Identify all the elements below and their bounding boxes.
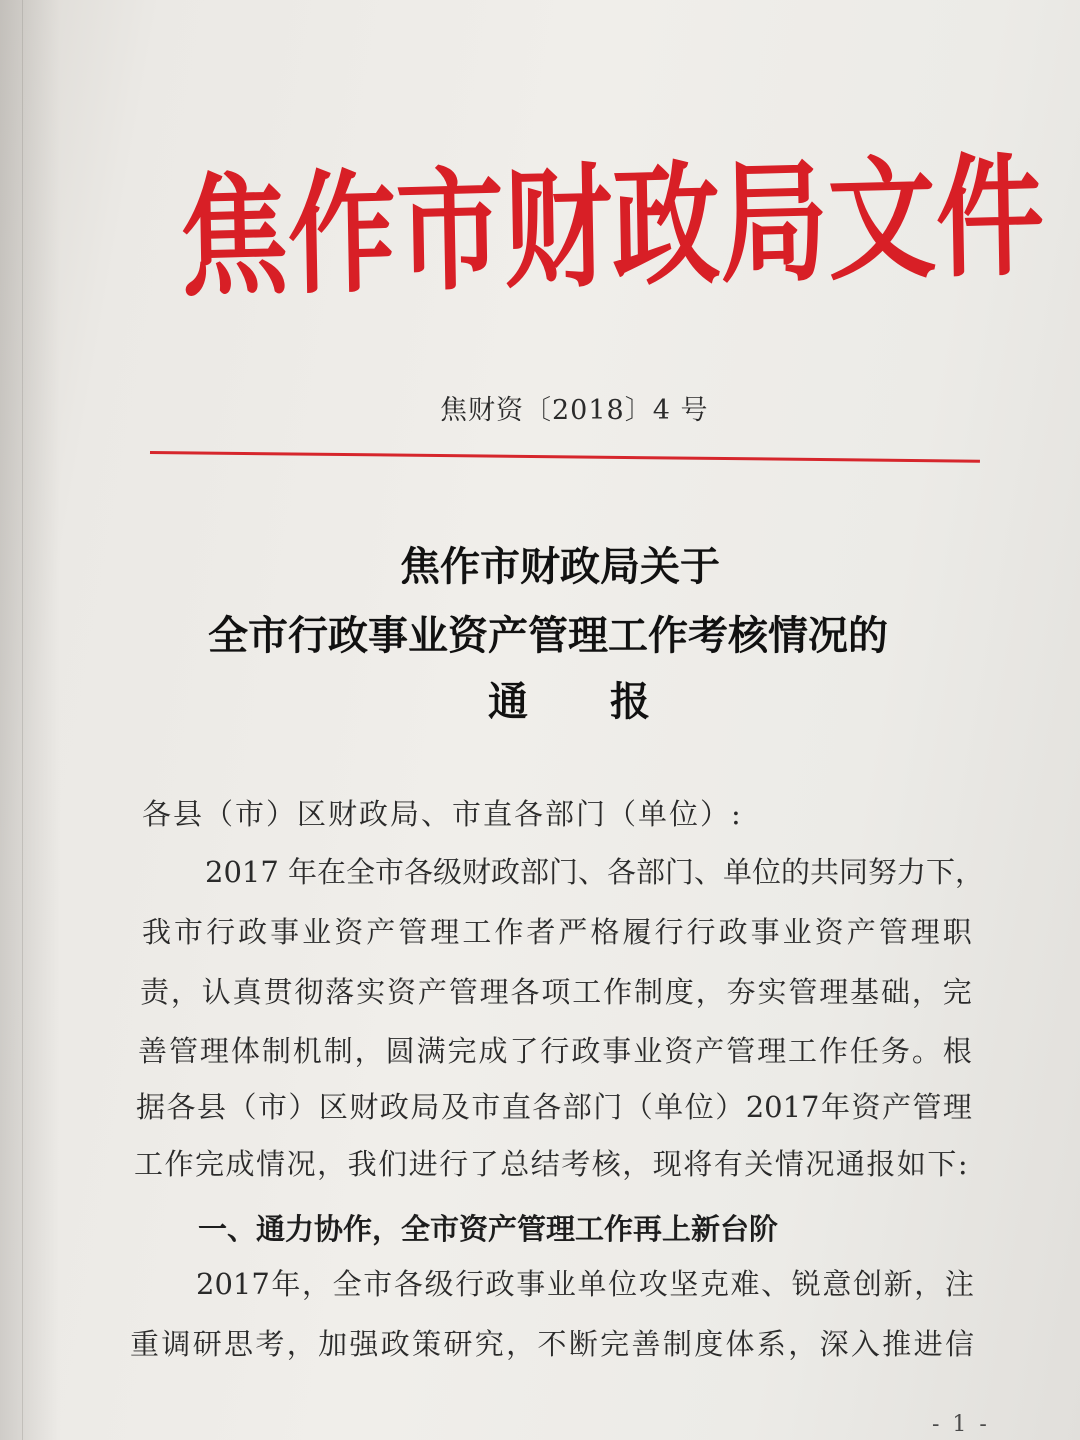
body-line	[136, 1090, 972, 1124]
body-glyph: 区	[318, 1090, 348, 1124]
body-glyph: ，	[506, 1327, 536, 1361]
body-glyph: 克	[699, 1267, 729, 1301]
body-glyph: 局	[410, 1090, 440, 1124]
body-glyph: 考	[255, 1327, 285, 1361]
body-glyph: 、	[761, 1267, 791, 1301]
header-character: 政	[610, 149, 722, 305]
body-glyph: 各	[166, 1090, 196, 1124]
body-glyph: ，	[302, 1267, 332, 1301]
body-glyph: 单	[654, 1090, 684, 1124]
body-glyph: 善	[138, 1034, 168, 1068]
header-character: 财	[502, 152, 614, 308]
body-glyph: 创	[852, 1267, 882, 1301]
body-glyph: 政	[571, 1034, 601, 1068]
body-glyph: 推	[882, 1327, 912, 1361]
body-line	[142, 915, 972, 949]
body-glyph: 理	[819, 975, 849, 1009]
body-glyph: 认	[201, 975, 231, 1009]
body-glyph: 政	[718, 915, 748, 949]
body-glyph: 务	[880, 1034, 910, 1068]
body-glyph: 管	[912, 1090, 942, 1124]
body-glyph: 了	[469, 1147, 499, 1181]
body-glyph: ，	[170, 975, 200, 1009]
body-glyph: 理	[942, 1090, 972, 1124]
body-glyph: 究	[474, 1327, 504, 1361]
body-glyph: 行	[206, 915, 236, 949]
body-glyph: 项	[541, 975, 571, 1009]
body-line	[134, 1147, 968, 1181]
body-glyph: 行	[540, 1034, 570, 1068]
body-glyph: 部	[562, 1090, 592, 1124]
body-glyph: 制	[634, 975, 664, 1009]
body-glyph: ，	[914, 1267, 944, 1301]
body-glyph: 门	[593, 1090, 623, 1124]
body-glyph: 政	[379, 1090, 409, 1124]
body-glyph: 完	[447, 1034, 477, 1068]
body-glyph: 度	[694, 1327, 724, 1361]
body-glyph: 财	[349, 1090, 379, 1124]
body-glyph: 行	[686, 915, 716, 949]
body-glyph: 格	[590, 915, 620, 949]
body-glyph: 总	[500, 1147, 530, 1181]
body-glyph: 政	[238, 915, 268, 949]
body-glyph: 政	[380, 1327, 410, 1361]
body-glyph: 不	[537, 1327, 567, 1361]
body-glyph: 责	[140, 975, 170, 1009]
body-glyph: 2017	[745, 1090, 820, 1124]
body-glyph: ，	[788, 1327, 818, 1361]
body-glyph: 情	[774, 1147, 804, 1181]
body-glyph: ，	[695, 975, 725, 1009]
salutation: 各县（市）区财政局、市直各部门（单位）:	[142, 797, 743, 831]
body-glyph: 锐	[791, 1267, 821, 1301]
body-glyph: 行	[455, 1267, 485, 1301]
body-glyph: 思	[224, 1327, 254, 1361]
body-glyph: ）	[288, 1090, 318, 1124]
body-glyph: 各	[510, 975, 540, 1009]
header-character: 文	[826, 143, 938, 300]
body-glyph: 入	[850, 1327, 880, 1361]
body-glyph: 情	[256, 1147, 286, 1181]
body-glyph: 我	[347, 1147, 377, 1181]
body-glyph: 作	[164, 1147, 194, 1181]
header-character: 局	[718, 146, 830, 302]
body-glyph: 强	[349, 1327, 379, 1361]
body-glyph: 位	[684, 1090, 714, 1124]
body-glyph: 事	[602, 1034, 632, 1068]
body-glyph: 深	[819, 1327, 849, 1361]
body-line: 2017 年在全市各级财政部门、各部门、单位的共同努力下，	[205, 855, 985, 889]
body-glyph: 贯	[263, 975, 293, 1009]
body-glyph: 作	[818, 1034, 848, 1068]
body-glyph: 况	[286, 1147, 316, 1181]
document-number: 焦财资〔2018〕4 号	[440, 395, 709, 426]
body-glyph: 况	[805, 1147, 835, 1181]
body-glyph: 研	[443, 1327, 473, 1361]
notice-title-line-1: 焦作市财政局关于	[400, 543, 720, 590]
body-glyph: 理	[430, 915, 460, 949]
body-glyph: 管	[398, 915, 428, 949]
body-glyph: 及	[440, 1090, 470, 1124]
body-glyph: 政	[485, 1267, 515, 1301]
body-glyph: 们	[378, 1147, 408, 1181]
body-glyph: 断	[568, 1327, 598, 1361]
body-glyph: 根	[942, 1034, 972, 1068]
body-glyph: 关	[744, 1147, 774, 1181]
body-glyph: ，	[911, 975, 941, 1009]
notice-title-line-3: 通报	[488, 678, 732, 725]
body-glyph: 基	[850, 975, 880, 1009]
body-glyph: ，	[622, 1147, 652, 1181]
body-glyph: 直	[501, 1090, 531, 1124]
body-glyph: 我	[142, 915, 172, 949]
body-glyph: 理	[199, 1034, 229, 1068]
body-line	[130, 1327, 974, 1361]
body-glyph: 市	[257, 1090, 287, 1124]
notice-title-line-2: 全市行政事业资产管理工作考核情况的	[208, 612, 888, 659]
body-glyph: 各	[532, 1090, 562, 1124]
body-glyph: 各	[393, 1267, 423, 1301]
body-glyph: 。	[911, 1034, 941, 1068]
body-glyph: 进	[913, 1327, 943, 1361]
body-glyph: 事	[516, 1267, 546, 1301]
body-glyph: 核	[591, 1147, 621, 1181]
body-glyph: 位	[608, 1267, 638, 1301]
body-glyph: 完	[195, 1147, 225, 1181]
body-glyph: 满	[416, 1034, 446, 1068]
body-glyph: 完	[600, 1327, 630, 1361]
body-glyph: 资	[387, 975, 417, 1009]
body-glyph: 体	[725, 1327, 755, 1361]
body-glyph: 新	[883, 1267, 913, 1301]
body-glyph: 制	[662, 1327, 692, 1361]
body-glyph: 考	[561, 1147, 591, 1181]
body-glyph: 成	[478, 1034, 508, 1068]
body-glyph: 资	[851, 1090, 881, 1124]
body-line	[196, 1267, 974, 1301]
body-glyph: 难	[730, 1267, 760, 1301]
page-edge	[0, 0, 23, 1440]
body-glyph: 产	[695, 1034, 725, 1068]
body-glyph: （	[227, 1090, 257, 1124]
body-glyph: 产	[417, 975, 447, 1009]
body-glyph: 调	[161, 1327, 191, 1361]
body-glyph: 彻	[294, 975, 324, 1009]
body-glyph: 作	[603, 975, 633, 1009]
body-glyph: 业	[782, 915, 812, 949]
body-glyph: 现	[652, 1147, 682, 1181]
body-glyph: 严	[558, 915, 588, 949]
body-glyph: 履	[622, 915, 652, 949]
body-glyph: 2017	[196, 1267, 270, 1301]
body-glyph: 度	[664, 975, 694, 1009]
body-glyph: 机	[292, 1034, 322, 1068]
body-glyph: 加	[318, 1327, 348, 1361]
body-glyph: 作	[494, 915, 524, 949]
body-glyph: 制	[323, 1034, 353, 1068]
body-glyph: 制	[261, 1034, 291, 1068]
body-glyph: 实	[356, 975, 386, 1009]
body-glyph: 础	[881, 975, 911, 1009]
body-glyph: 产	[366, 915, 396, 949]
body-glyph: 年	[820, 1090, 850, 1124]
body-glyph: 信	[944, 1327, 974, 1361]
body-glyph: 将	[683, 1147, 713, 1181]
body-glyph: ，	[317, 1147, 347, 1181]
body-glyph: 如	[896, 1147, 926, 1181]
body-glyph: 事	[750, 915, 780, 949]
body-glyph: （	[623, 1090, 653, 1124]
body-glyph: 进	[408, 1147, 438, 1181]
issuing-authority-header	[178, 122, 1046, 337]
body-glyph: 级	[424, 1267, 454, 1301]
body-glyph: 产	[881, 1090, 911, 1124]
body-glyph: 重	[130, 1327, 160, 1361]
body-glyph: 任	[849, 1034, 879, 1068]
body-glyph: 研	[192, 1327, 222, 1361]
body-glyph: 管	[726, 1034, 756, 1068]
body-glyph: 管	[878, 915, 908, 949]
body-line	[140, 975, 972, 1009]
body-glyph: 圆	[385, 1034, 415, 1068]
body-glyph: 系	[756, 1327, 786, 1361]
body-glyph: ，	[354, 1034, 384, 1068]
body-glyph: 策	[412, 1327, 442, 1361]
body-glyph: 理	[910, 915, 940, 949]
body-glyph: 工	[572, 975, 602, 1009]
body-glyph: 市	[174, 915, 204, 949]
body-glyph: 市	[471, 1090, 501, 1124]
body-glyph: 坚	[669, 1267, 699, 1301]
body-glyph: 事	[270, 915, 300, 949]
body-glyph: 管	[168, 1034, 198, 1068]
body-glyph: 县	[196, 1090, 226, 1124]
body-glyph: 体	[230, 1034, 260, 1068]
red-divider-line	[150, 451, 980, 463]
body-glyph: 报	[866, 1147, 896, 1181]
header-character: 市	[394, 154, 506, 311]
header-character: 件	[934, 141, 1046, 297]
body-glyph: 意	[822, 1267, 852, 1301]
page-number: - 1 -	[932, 1412, 990, 1437]
body-glyph: 实	[757, 975, 787, 1009]
body-glyph: 业	[633, 1034, 663, 1068]
body-glyph: 产	[846, 915, 876, 949]
body-glyph: 年	[271, 1267, 301, 1301]
body-glyph: 理	[479, 975, 509, 1009]
body-line	[138, 1034, 972, 1068]
body-glyph: 行	[654, 915, 684, 949]
body-glyph: 完	[942, 975, 972, 1009]
body-glyph: 职	[942, 915, 972, 949]
body-glyph: 行	[439, 1147, 469, 1181]
body-glyph: ，	[286, 1327, 316, 1361]
body-glyph: 资	[664, 1034, 694, 1068]
body-glyph: 资	[334, 915, 364, 949]
body-glyph: 管	[788, 975, 818, 1009]
body-glyph: 落	[325, 975, 355, 1009]
body-glyph: 善	[631, 1327, 661, 1361]
body-glyph: 工	[134, 1147, 164, 1181]
body-glyph: 工	[788, 1034, 818, 1068]
body-glyph: 业	[302, 915, 332, 949]
body-glyph: 真	[232, 975, 262, 1009]
body-glyph: 有	[713, 1147, 743, 1181]
body-glyph: 单	[577, 1267, 607, 1301]
header-character: 焦	[178, 160, 290, 316]
body-glyph: 全	[332, 1267, 362, 1301]
body-glyph: 攻	[638, 1267, 668, 1301]
body-glyph: 理	[757, 1034, 787, 1068]
body-glyph: 资	[814, 915, 844, 949]
body-glyph: 管	[448, 975, 478, 1009]
body-glyph: 者	[526, 915, 556, 949]
body-glyph: 结	[530, 1147, 560, 1181]
body-glyph: 通	[835, 1147, 865, 1181]
body-glyph: 据	[136, 1090, 166, 1124]
body-glyph: 注	[944, 1267, 974, 1301]
section-heading: 一、通力协作，全市资产管理工作再上新台阶	[198, 1212, 779, 1246]
body-glyph: ）	[715, 1090, 745, 1124]
body-glyph: 了	[509, 1034, 539, 1068]
header-character: 作	[286, 157, 398, 313]
body-glyph: 业	[546, 1267, 576, 1301]
body-glyph: 市	[363, 1267, 393, 1301]
body-glyph: 下	[927, 1147, 957, 1181]
body-glyph: 工	[462, 915, 492, 949]
body-glyph: 成	[225, 1147, 255, 1181]
body-glyph: 夯	[726, 975, 756, 1009]
body-glyph: :	[957, 1147, 968, 1181]
